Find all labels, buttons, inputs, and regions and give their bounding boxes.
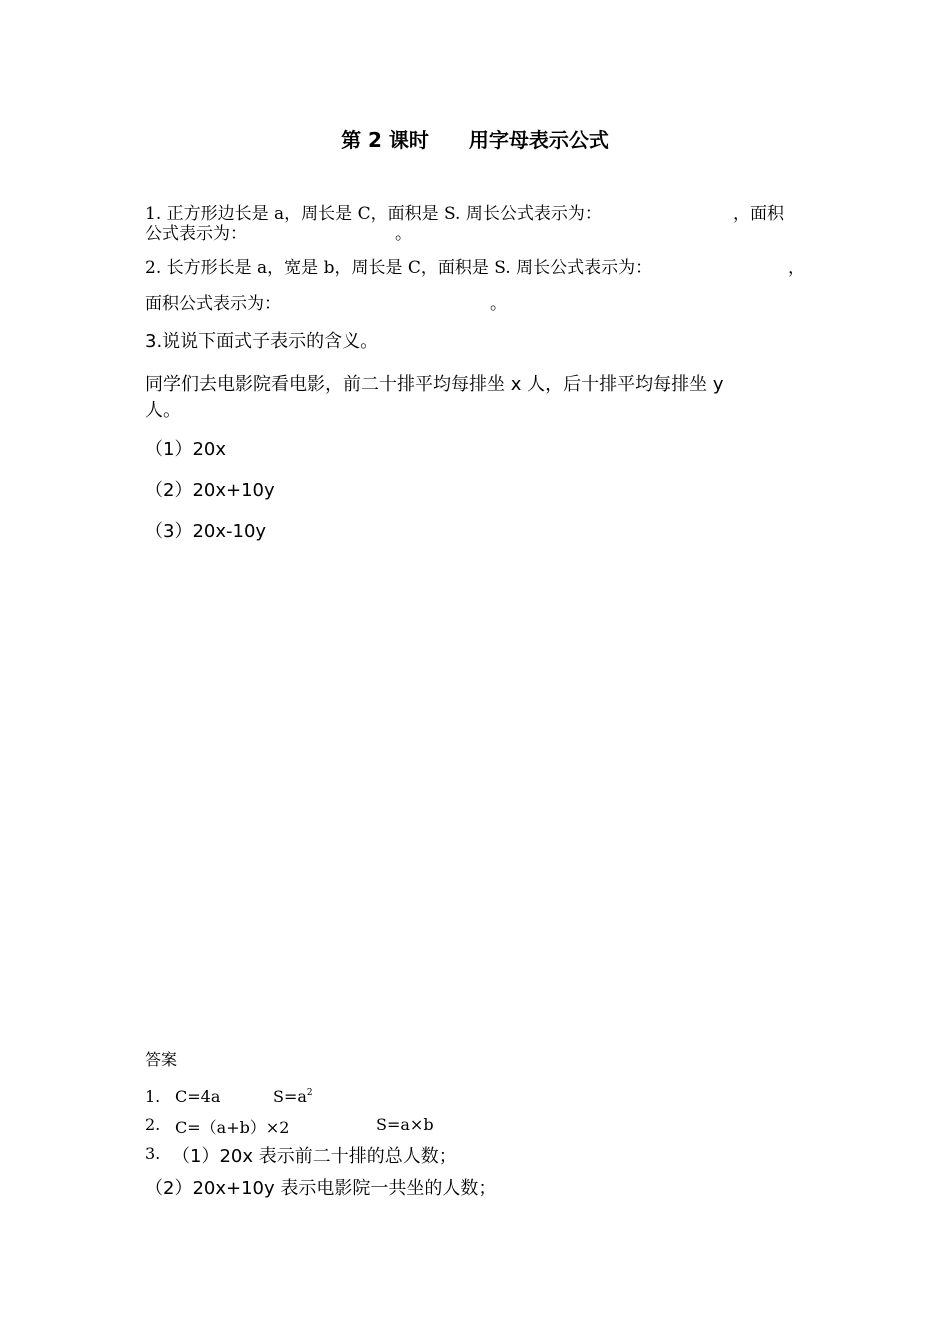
question-2-text: 2. 长方形长是 a，宽是 b，周长是 C，面积是 S. 周长公式表示为： [145, 258, 653, 278]
question-2-line-1-end [788, 253, 805, 278]
question-3-item-1: （1）20x [145, 439, 227, 460]
question-3-stem-line-1: 同学们去电影院看电影，前二十排平均每排坐 x 人，后十排平均每排坐 y [145, 374, 724, 395]
question-2-period: 。 [490, 294, 507, 314]
question-2-text-2: 面积公式表示为： [145, 294, 281, 314]
question-2-line-1 [145, 253, 652, 278]
question-3-heading: 3.说说下面式子表示的含义。 [145, 331, 379, 352]
question-1-line-1-end [733, 199, 784, 224]
question-2-comma: ， [788, 258, 805, 278]
answer-3-part-2: （2）20x+10y 表示电影院一共坐的人数； [145, 1178, 497, 1199]
lesson-number: 第 2 课时 [341, 128, 429, 152]
question-1-line-2 [145, 219, 247, 244]
question-3-item-2: （2）20x+10y [145, 480, 275, 501]
question-1-line-2-end [395, 219, 412, 244]
question-3-stem-line-2: 人。 [145, 400, 181, 421]
answer-2-perimeter: C=（a+b）×2 [175, 1118, 290, 1137]
answer-3-label: 3. [145, 1144, 161, 1163]
question-1-text: 1. 正方形边长是 a，周长是 C，面积是 S. 周长公式表示为： [145, 204, 602, 224]
answer-1-area-base: S=a [273, 1087, 307, 1106]
answer-1-label: 1. [145, 1087, 161, 1106]
question-1-text-2: 公式表示为： [145, 224, 247, 244]
page-title [0, 124, 950, 153]
answer-2-label: 2. [145, 1115, 161, 1134]
answers-heading: 答案 [145, 1050, 178, 1069]
answer-3-part-1: （1）20x 表示前二十排的总人数； [172, 1146, 457, 1167]
question-3-item-3: （3）20x-10y [145, 521, 267, 542]
answer-1-perimeter: C=4a [175, 1087, 221, 1106]
answer-2-area: S=a×b [376, 1115, 434, 1134]
answer-1-area-exponent: 2 [306, 1088, 313, 1098]
question-2-line-2-end [490, 289, 507, 314]
answer-1-area [273, 1087, 313, 1106]
lesson-topic: 用字母表示公式 [468, 128, 609, 152]
question-1-period: 。 [395, 224, 412, 244]
question-1-text-end: ，面积 [733, 204, 784, 224]
question-2-line-2 [145, 289, 281, 314]
